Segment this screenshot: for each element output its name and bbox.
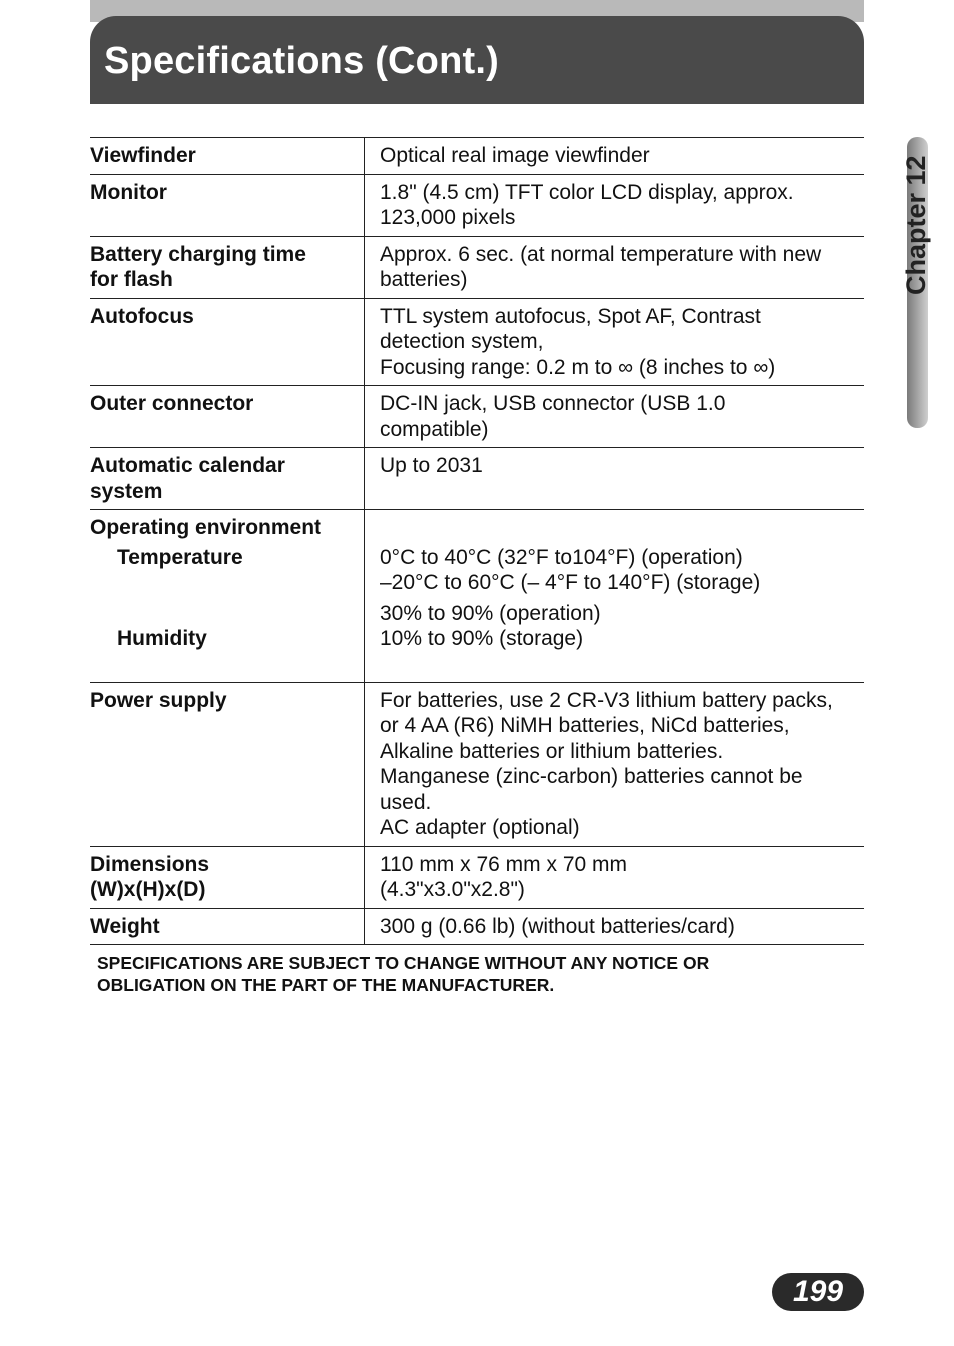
- specifications-table: [90, 137, 864, 945]
- spec-value-line: –20°C to 60°C (– 4°F to 140°F) (storage): [380, 571, 761, 594]
- spec-label: Autofocus: [90, 298, 365, 386]
- table-row: [90, 298, 864, 386]
- spec-label: [90, 510, 365, 683]
- spec-label: Weight: [90, 908, 365, 945]
- page-title: Specifications (Cont.): [104, 40, 499, 82]
- table-row: [90, 908, 864, 945]
- spec-label-line: Automatic calendar: [90, 454, 285, 477]
- spec-label: [90, 846, 365, 908]
- table-row: [90, 386, 864, 448]
- spec-value-line: For batteries, use 2 CR-V3 lithium battery packs,: [380, 688, 833, 712]
- spec-value: Up to 2031: [365, 448, 865, 510]
- chapter-label: Chapter 12: [901, 155, 931, 295]
- spec-value: [365, 236, 865, 298]
- table-row: [90, 510, 864, 683]
- spec-value-line: DC-IN jack, USB connector (USB 1.0: [380, 392, 726, 415]
- spec-value-line: TTL system autofocus, Spot AF, Contrast: [380, 304, 761, 328]
- spec-label: Monitor: [90, 174, 365, 236]
- spec-value-line: batteries): [380, 268, 468, 291]
- spec-value: [365, 298, 865, 386]
- spec-value: [365, 174, 865, 236]
- spec-label-line: for flash: [90, 268, 173, 291]
- disclaimer-line: OBLIGATION ON THE PART OF THE MANUFACTURER.: [97, 975, 555, 995]
- spec-value-line: Focusing range: 0.2 m to ∞ (8 inches to ∞): [380, 355, 776, 379]
- spec-label: [90, 236, 365, 298]
- spec-label: Power supply: [90, 682, 365, 846]
- spec-sublabel: Humidity: [117, 627, 207, 650]
- spec-value-line: Manganese (zinc-carbon) batteries cannot be: [380, 765, 803, 788]
- spec-value: Optical real image viewfinder: [365, 138, 865, 175]
- spec-value-line: 30% to 90% (operation): [380, 601, 601, 625]
- spec-label: Viewfinder: [90, 138, 365, 175]
- spec-value-line: detection system,: [380, 330, 544, 353]
- spec-label-line: system: [90, 479, 163, 503]
- table-row: [90, 846, 864, 908]
- spec-value-line: 110 mm x 76 mm x 70 mm: [380, 852, 627, 876]
- spec-label-line: (W)x(H)x(D): [90, 878, 206, 901]
- spec-value-line: AC adapter (optional): [380, 816, 580, 839]
- disclaimer-line: SPECIFICATIONS ARE SUBJECT TO CHANGE WITHOUT ANY NOTICE OR: [97, 953, 710, 973]
- spec-value-line: 10% to 90% (storage): [380, 627, 584, 650]
- spec-value-line: Approx. 6 sec. (at normal temperature with new: [380, 242, 822, 266]
- spec-value-line: 1.8" (4.5 cm) TFT color LCD display, approx.: [380, 180, 794, 204]
- table-row: [90, 682, 864, 846]
- spec-sublabel: Temperature: [117, 545, 243, 569]
- spec-value-line: 0°C to 40°C (32°F to104°F) (operation): [380, 545, 743, 569]
- spec-value-line: or 4 AA (R6) NiMH batteries, NiCd batteries,: [380, 714, 790, 737]
- table-row: [90, 138, 864, 175]
- spec-value: [365, 386, 865, 448]
- spec-value-line: used.: [380, 790, 432, 814]
- spec-label: [90, 448, 365, 510]
- spec-value-line: compatible): [380, 417, 489, 441]
- spec-value-line: 123,000 pixels: [380, 206, 516, 229]
- spec-value: [365, 682, 865, 846]
- spec-value: [365, 510, 865, 683]
- spec-label-line: Dimensions: [90, 852, 210, 876]
- spec-label-line: Operating environment: [90, 516, 322, 539]
- table-row: [90, 236, 864, 298]
- spec-value-line: Alkaline batteries or lithium batteries.: [380, 739, 724, 763]
- spec-value-line: (4.3"x3.0"x2.8"): [380, 878, 525, 901]
- page-number: 199: [772, 1273, 864, 1311]
- spec-label: Outer connector: [90, 386, 365, 448]
- table-row: [90, 174, 864, 236]
- spec-value: 300 g (0.66 lb) (without batteries/card): [365, 908, 865, 945]
- page-header: [90, 16, 864, 104]
- spec-label-line: Battery charging time: [90, 242, 306, 266]
- spec-value: [365, 846, 865, 908]
- disclaimer-note: [97, 952, 817, 996]
- table-row: [90, 448, 864, 510]
